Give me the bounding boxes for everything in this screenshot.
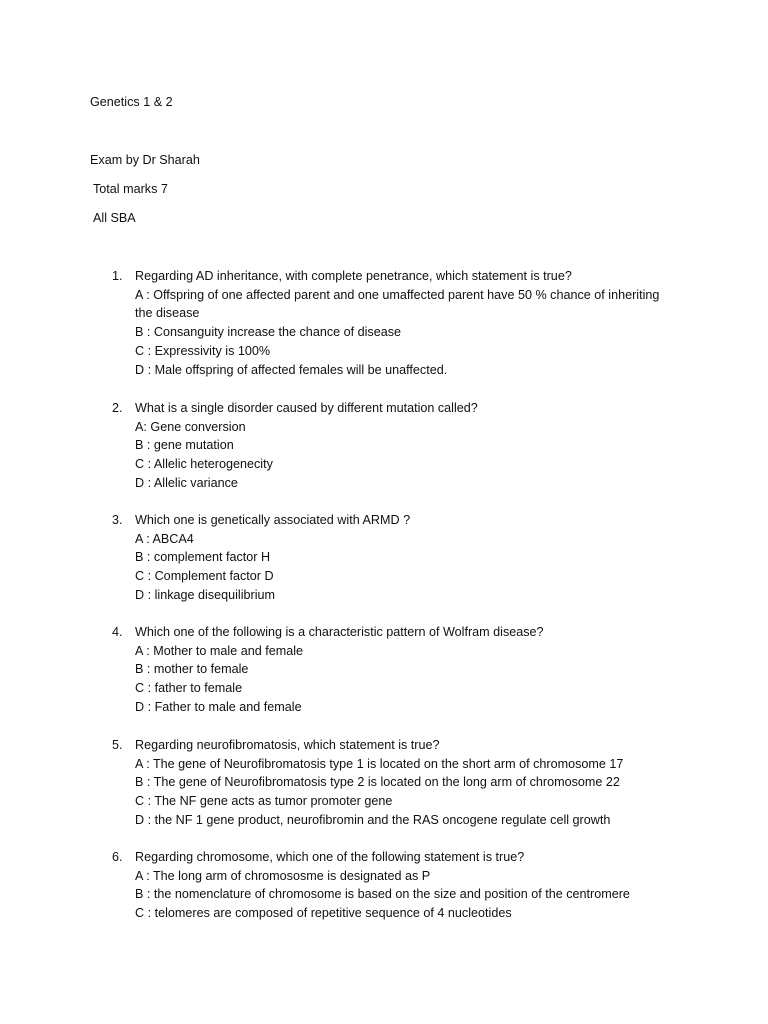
question-stem: Which one is genetically associated with ARMD ? — [135, 513, 411, 527]
option-c: C : Allelic heterogenecity — [135, 457, 273, 472]
option-c: C : Complement factor D — [135, 569, 274, 584]
question-number: 4. — [112, 625, 123, 639]
option-a: A: Gene conversion — [135, 419, 246, 434]
question-stem: Regarding chromosome, which one of the following statement is true? — [135, 850, 525, 864]
question-body — [135, 848, 670, 923]
option-b: B : Consanguity increase the chance of disease — [135, 325, 402, 340]
option-c: C : Expressivity is 100% — [135, 343, 271, 358]
question-stem: Regarding neurofibromatosis, which statement is true? — [135, 738, 440, 752]
option-c: C : The NF gene acts as tumor promoter gene — [135, 794, 393, 809]
option-a: A : The gene of Neurofibromatosis type 1 is located on the short arm of chromosome 17 — [135, 756, 624, 771]
question-body — [135, 399, 670, 493]
question-number: 1. — [112, 269, 123, 283]
option-b: B : the nomenclature of chromosome is based on the size and position of the centromere — [135, 887, 630, 902]
option-d: D : Allelic variance — [135, 475, 238, 490]
exam-format: All SBA — [93, 211, 136, 225]
question-number: 2. — [112, 401, 123, 415]
option-a: A : Mother to male and female — [135, 643, 304, 658]
option-d: D : the NF 1 gene product, neurofibromin and the RAS oncogene regulate cell growth — [135, 812, 611, 827]
question-body — [135, 267, 670, 379]
option-b: B : mother to female — [135, 662, 249, 677]
option-c: C : father to female — [135, 681, 243, 696]
option-d: D : Father to male and female — [135, 699, 302, 714]
exam-author: Exam by Dr Sharah — [90, 153, 200, 167]
question-body — [135, 511, 670, 605]
question-stem: Regarding AD inheritance, with complete penetrance, which statement is true? — [135, 269, 572, 283]
option-b: B : The gene of Neurofibromatosis type 2 is located on the long arm of chromosome 22 — [135, 775, 620, 790]
option-a: A : The long arm of chromososme is designated as P — [135, 868, 431, 883]
option-d: D : linkage disequilibrium — [135, 587, 275, 602]
option-c: C : telomeres are composed of repetitive sequence of 4 nucleotides — [135, 906, 512, 921]
question-number: 3. — [112, 513, 123, 527]
total-marks: Total marks 7 — [93, 182, 168, 196]
question-stem: Which one of the following is a characteristic pattern of Wolfram disease? — [135, 625, 544, 639]
question-stem: What is a single disorder caused by different mutation called? — [135, 401, 478, 415]
option-a: A : ABCA4 — [135, 531, 194, 546]
option-d: D : Male offspring of affected females will be unaffected. — [135, 362, 448, 377]
option-b: B : complement factor H — [135, 550, 271, 565]
document-title: Genetics 1 & 2 — [90, 95, 173, 109]
question-body — [135, 736, 670, 830]
question-number: 5. — [112, 738, 123, 752]
question-body — [135, 623, 670, 717]
option-a: A : Offspring of one affected parent and one umaffected parent have 50 % chance of inheriting the disease — [135, 287, 660, 321]
question-number: 6. — [112, 850, 123, 864]
option-b: B : gene mutation — [135, 438, 234, 453]
